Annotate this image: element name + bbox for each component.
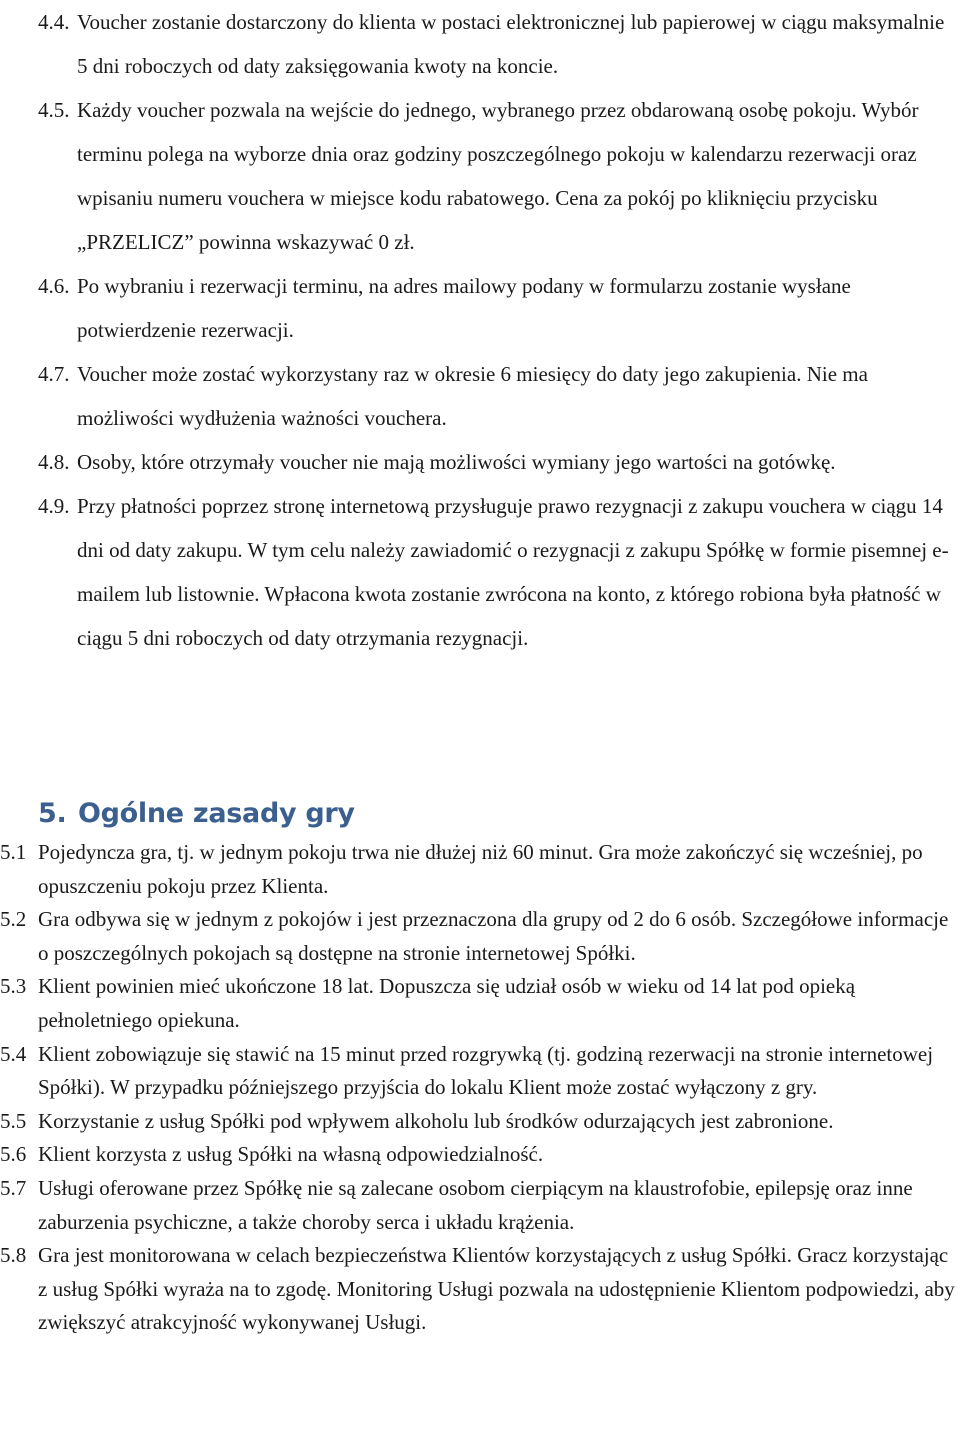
- clause-number: 5.7: [0, 1175, 27, 1200]
- clause-number: 5.8: [0, 1243, 27, 1268]
- clause-4-4: [38, 0, 954, 88]
- clause-text: Usługi oferowane przez Spółkę nie są zalecane osobom cierpiącym na klaustrofobie, epilepsję oraz inne zaburzenia psychiczne, a także choroby serca i układu krążenia.: [38, 1175, 913, 1234]
- clause-5-8: [0, 1239, 958, 1340]
- clause-number: 4.7.: [38, 362, 70, 386]
- clause-5-1: [0, 836, 958, 903]
- clause-number: 4.4.: [38, 10, 70, 34]
- clause-text: Gra jest monitorowana w celach bezpieczeństwa Klientów korzystających z usług Spółki. Gracz korzystając z usług Spółki wyraża na to zgodę. Monitoring Usługi pozwala na udostępnienie Klientom podpowiedzi, aby zwiększyć atrakcyjność wykonywanej Usługi.: [38, 1243, 955, 1335]
- section-5-list: [0, 836, 958, 1340]
- clause-number: 5.2: [0, 907, 27, 932]
- section-5-heading-number: 5.: [38, 798, 67, 829]
- clause-text: Klient powinien mieć ukończone 18 lat. Dopuszcza się udział osób w wieku od 14 lat pod opieką pełnoletniego opiekuna.: [38, 974, 856, 1032]
- section-5-heading: [38, 792, 355, 836]
- clause-number: 5.6: [0, 1142, 27, 1167]
- clause-text: Każdy voucher pozwala na wejście do jednego, wybranego przez obdarowaną osobę pokoju. Wybór terminu polega na wyborze dnia oraz godziny poszczególnego pokoju w kalendarzu rezerwacji oraz wpisaniu numeru vouchera w miejsce kodu rabatowego. Cena za pokój po kliknięciu przycisku „PRZELICZ” powinna wskazywać 0 zł.: [77, 98, 919, 254]
- clause-text: Po wybraniu i rezerwacji terminu, na adres mailowy podany w formularzu zostanie wysłane potwierdzenie rezerwacji.: [77, 274, 851, 342]
- clause-text: Klient korzysta z usług Spółki na własną odpowiedzialność.: [38, 1142, 544, 1167]
- clause-text: Pojedyncza gra, tj. w jednym pokoju trwa nie dłużej niż 60 minut. Gra może zakończyć się wcześniej, po opuszczeniu pokoju przez Klienta.: [38, 840, 923, 898]
- clause-5-3: [0, 970, 958, 1037]
- section-4-list: [38, 0, 954, 660]
- clause-4-7: [38, 352, 954, 440]
- clause-5-2: [0, 903, 958, 970]
- clause-text: Przy płatności poprzez stronę internetową przysługuje prawo rezygnacji z zakupu vouchera w ciągu 14 dni od daty zakupu. W tym celu należy zawiadomić o rezygnacji z zakupu Spółkę w formie pisemnej e-mailem lub listownie. Wpłacona kwota zostanie zwrócona na konto, z którego robiona była płatność w ciągu 5 dni roboczych od daty otrzymania rezygnacji.: [77, 494, 949, 650]
- clause-number: 5.5: [0, 1108, 27, 1133]
- clause-4-8: [38, 440, 954, 484]
- clause-number: 4.6.: [38, 274, 70, 298]
- clause-4-6: [38, 264, 954, 352]
- clause-number: 5.1: [0, 840, 27, 864]
- clause-number: 4.8.: [38, 450, 70, 474]
- clause-4-9: [38, 484, 954, 660]
- clause-5-5: [0, 1105, 958, 1139]
- clause-5-6: [0, 1138, 958, 1172]
- clause-text: Klient zobowiązuje się stawić na 15 minut przed rozgrywką (tj. godziną rezerwacji na stronie internetowej Spółki). W przypadku późniejszego przyjścia do lokalu Klient może zostać wyłączony z gry.: [38, 1041, 934, 1100]
- clause-text: Voucher może zostać wykorzystany raz w okresie 6 miesięcy do daty jego zakupienia. Nie ma możliwości wydłużenia ważności vouchera.: [77, 362, 868, 430]
- clause-number: 5.4: [0, 1041, 27, 1066]
- clause-text: Osoby, które otrzymały voucher nie mają możliwości wymiany jego wartości na gotówkę.: [77, 450, 836, 474]
- clause-text: Voucher zostanie dostarczony do klienta w postaci elektronicznej lub papierowej w ciągu maksymalnie 5 dni roboczych od daty zaksięgowania kwoty na koncie.: [77, 10, 945, 78]
- clause-5-4: [0, 1038, 958, 1105]
- section-5-heading-text: Ogólne zasady gry: [78, 798, 355, 829]
- clause-number: 4.5.: [38, 98, 70, 122]
- clause-4-5: [38, 88, 954, 264]
- clause-text: Korzystanie z usług Spółki pod wpływem alkoholu lub środków odurzających jest zabronione.: [38, 1108, 834, 1133]
- clause-5-7: [0, 1172, 958, 1239]
- clause-number: 5.3: [0, 974, 27, 999]
- clause-number: 4.9.: [38, 494, 70, 518]
- clause-text: Gra odbywa się w jednym z pokojów i jest przeznaczona dla grupy od 2 do 6 osób. Szczegółowe informacje o poszczególnych pokojach są dostępne na stronie internetowej Spółki.: [38, 907, 949, 965]
